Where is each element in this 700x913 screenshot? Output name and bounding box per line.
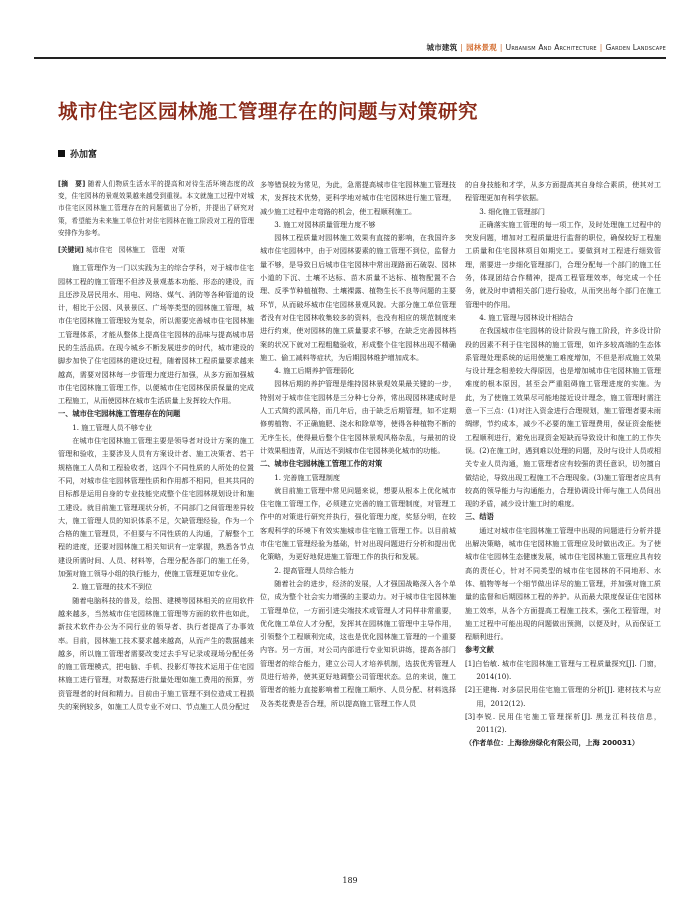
header-section: 城市建筑 <box>426 43 458 52</box>
author-affiliation: （作者单位：上海徐房绿化有限公司，上海 200031） <box>465 738 639 748</box>
subheading: 1. 完善施工管理制度 <box>274 472 340 482</box>
header-column: 园林景观 <box>466 43 497 52</box>
section-heading: 二、城市住宅园林施工管理工作的对策 <box>260 459 383 469</box>
subheading: 4. 施工后期养护管理弱化 <box>274 366 355 376</box>
section-heading: 三、结语 <box>465 512 494 522</box>
paragraph: 的自身技能和才学，从多方面提高其自身综合素质，使其对工程管理更加有科学依据。 <box>465 180 661 203</box>
paragraph: 正确落实施工管理的每一项工作，及时处理施工过程中的突发问题，增加对工程质量进行监督的职位，确保较好工程施工质量和住宅园林项目如期完工。要做到对工程进行细致管理，需要进一步细化管理部门，合理分配每一个部门的施工任务，体现团结合作精神，提高工程管理效率，每完成一个任务，就及时申请相关部门进行验收，从而突出每个部门在施工管理中的作用。 <box>465 219 661 309</box>
keywords <box>58 244 254 256</box>
paragraph: 园林后期的养护管理是维持园林景观效果最关键的一步，特别对于城市住宅园林是三分种七分养，常出现园林建成时是人工式简约派风格，而几年后，由于缺乏后期管理，如不定期修剪植物、不正确施肥、浇水和除草等，使得各种植物不断的无序生长，使得最后整个住宅园林景观风格杂乱，与最初的设计效果相违背，从而达不到城市住宅园林美化城市的功能。 <box>260 379 456 455</box>
paragraph: 在城市住宅园林施工管理主要是领导者对设计方案的施工管理和验收，主要涉及人员有方案设计者、施工决策者、若干规格施工人员和工程验收者，这四个不同性质的人所处的位置不同，对城市住宅园林管理性质和作用都不相同，但其共同的目标都是运用自身的专业技能完成整个住宅园林规划设计和施工建设。就目前施工管理现状分析，不同部门之间管理差异较大，施工管理人员的知识体系不足，欠缺管理经验，作为一个合格的施工管理员，不但要与不同性质的人沟通，了解整个工程的进度，还要对园林施工相关知识有一定掌握，熟悉各节点建设所需时间、人员、材料等，合理分配各部门的施工任务，加强对施工领导小组的执行能力，使施工管理更加专业化。 <box>58 436 254 579</box>
header-separator: | <box>460 43 464 52</box>
square-bullet-icon <box>58 150 65 157</box>
keywords-text: 城市住宅 园林施工 管理 对策 <box>85 246 185 255</box>
subheading: 3. 施工对园林质量管理力度不够 <box>274 219 376 229</box>
author-line <box>58 147 97 160</box>
journal-header <box>370 42 666 54</box>
header-rule <box>34 57 666 59</box>
section-heading: 一、城市住宅园林施工管理存在的问题 <box>58 409 181 419</box>
paragraph: 施工管理作为一门以实践为主的综合学科，对于城市住宅园林工程的施工管理不但涉及景观基本功能、形态的建设，而且还涉及居民用水、用电、网络、煤气、消防等各种管道的设计，相比于公园、风景景区、广场等类型的园林施工管理，城市住宅园林施工管理较为复杂，所以需要完善城市住宅园林施工管理体系，才能从整体上提高住宅园林的品味与提高城市居民的生活品质。在现今城乡不断发展进步的时代，城市建设的脚步加快了住宅园林的建设过程，随着园林工程质量要求越来越高，需要对园林每一步管理力度进行加强，从多方面加强城市住宅园林施工管理工作，以便城市住宅园林保质保量的完成工程施工，从而使园林在城市生活质量上发挥较大作用。 <box>58 263 254 406</box>
column-1 <box>58 178 254 713</box>
abstract <box>58 178 254 239</box>
abstract-text: 随着人们物质生活水平的提高和对待生活环境态度的改变，住宅园林的景观效果越来越受到重视。本文就施工过程中对城市住宅区园林施工管理存在的问题做出了分析，并提出了研究对策，希望能为未来施工单位针对住宅园林在施工阶段对工程的管理安排作为参考。 <box>58 180 254 237</box>
paragraph: 多等错误较为常见，为此，急需提高城市住宅园林施工管理技术，发挥技术优势，更科学地对城市住宅园林进行施工管理，减少施工过程中走弯路的机会，使工程顺利施工。 <box>260 180 456 216</box>
paragraph: 就目前施工管理中常见问题来说，想要从根本上优化城市住宅施工管理工作，必须建立完善的施工管理制度，对管理工作中的对策进行研究并执行，强化管理力度，奖惩分明，在较客观科学的环境下有效实施城市住宅施工管理工作。以目前城市住宅施工管理经验为基础，针对出现问题进行分析和提出优化策略，为更好地促进施工管理工作的执行和发展。 <box>260 485 456 562</box>
subheading: 2. 施工管理的技术不到位 <box>72 582 153 592</box>
author-name: 孙加富 <box>70 150 98 160</box>
header-english: Urbanism And Architecture <box>505 43 597 52</box>
paragraph: 园林工程质量对园林施工效果有直接的影响，在我国许多城市住宅园林中，由于对园林要素的施工管理不到位，监督力量不够，是导致日后城市住宅园林中常出现路面石破裂、园林小道的下沉、土壤不达标、苗木质量不达标、植物配置不合理、反季节种植植物、土壤裸露、植物生长不良等问题的主要环节，从而破坏城市住宅园林景观风貌。大部分施工单位管理者没有对住宅园林收集较多的资料，也没有相应的规范制度来进行约束，使对园林的施工质量要求不够，在缺乏完善园林档案的状况下就对工程粗糙验收，形成整个住宅园林出现不精确施工、偷工减料等症状，为后期园林维护增加成本。 <box>260 233 456 362</box>
subheading: 3. 细化施工管理部门 <box>479 206 545 216</box>
paragraph: 通过对城市住宅园林施工管理中出现的问题进行分析并提出解决策略，城市住宅园林施工管理应及时做出改正。为了使城市住宅园林生态健康发展，城市住宅园林施工管理应具有较高的责任心，针对不同类型的城市住宅园林的不同地形、水体、植物等每一个细节做出详尽的施工管理，并加强对施工质量的监督和后期园林工程的养护。从而最大限度保证住宅园林施工效率，从各个方面提高工程施工技术，强化工程管理，对施工过程中可能出现的问题做出预测，以便及时，从而保证工程顺利进行。 <box>465 525 661 642</box>
page-number: 189 <box>342 876 358 885</box>
header-separator: | <box>599 43 603 52</box>
paragraph: 随着电脑科技的普及，绘图、建模等园林相关的应用软件越来越多，当然城市住宅园林施工管理等方面的软件也如此，新技术软件办公为不同行业的领导者、执行者提高了办事效率。目前，园林施工技术要求越来越高，从而产生的数据越来越多，所以施工管理者需要改变过去手写记录或现场分配任务的施工管理模式，把电脑、手机、投影灯等技术运用于住宅园林施工进行管理，对数据进行批量处理如施工费用的预算，劳资管理者的时间和精力。目前由于施工管理不到位造成工程损失的案例较多，如施工人员专业不对口、节点施工人员分配过 <box>58 595 254 712</box>
keywords-label: [关键词] <box>58 246 84 255</box>
paragraph: 在我国城市住宅园林的设计阶段与施工阶段，许多设计阶段的因素不利于住宅园林的施工管理，如许多较高端的生态体系管理处理系统的运用使施工难度增加，不但是形成施工效果与设计理念相差较大得原因，也是增加城市住宅园林施工管理难度的根本原因，甚至会严重阻碍施工管理进度的实施。为此，为了使施工效果尽可能地接近设计理念，施工管理时需注意一下三点：(1)对注入资金进行合理规划，施工管理者要未雨绸缪，节约成本，减少不必要的施工管理费用，保证资金能使工程顺利进行，避免出现资金短缺而导致设计和施工的工作失误。(2)在施工时，遇到难以处理的问题，及时与设计人员或相关专业人员沟通，施工管理者应有较强的责任意识，切勿擅自做结论，导致出现工程施工不合理现象。(3)施工管理者应具有较高的领导能力与沟通能力，合理协调设计师与施工人员间出现的矛盾，减少设计施工时的难度。 <box>465 326 661 509</box>
paragraph: 随着社会的进步，经济的发展，人才强国战略深入各个单位，成为整个社会实力增强的主要动力。对于城市住宅园林施工管理单位，一方面引进尖端技术或管理人才同样非常重要，优化施工单位人才分配，发挥其在园林施工管理中主导作用，引领整个工程顺利完成，这也是优化园林施工管理的一个重要内容。另一方面，对公司内部进行专业知识讲练，提高各部门管理者的综合能力，建立公司人才培养机制，选拔优秀管理人员进行培养，使其更好地调整公司管理状态。总的来说，施工管理者的能力直接影响着工程施工顺序、人员分配、材料选择及各类花费是否合理，所以提高施工管理工作人员 <box>260 578 456 708</box>
article-title: 城市住宅区园林施工管理存在的问题与对策研究 <box>58 100 479 123</box>
reference-item: [2]王建梅. 对多层民用住宅施工管理的分析[J]. 建材技术与应用，2012(12). <box>465 685 661 708</box>
header-separator: | <box>499 43 503 52</box>
references-heading: 参考文献 <box>465 645 494 655</box>
header-english-2: Garden Landscape <box>605 43 666 52</box>
column-3 <box>465 178 661 750</box>
subheading: 2. 提高管理人员综合能力 <box>274 565 355 575</box>
reference-item: [3]李锐. 民用住宅施工管理探析[J]. 黑龙江科技信息，2011(2). <box>465 711 661 735</box>
reference-item: [1]白怡敏. 城市住宅园林施工管理与工程质量探究[J]. 门窗，2014(10). <box>465 658 661 681</box>
abstract-label: [摘 要] <box>58 180 86 188</box>
subheading: 4. 施工管理与园林设计相结合 <box>479 312 574 322</box>
subheading: 1. 施工管理人员不够专业 <box>72 422 153 432</box>
column-2 <box>260 178 456 710</box>
